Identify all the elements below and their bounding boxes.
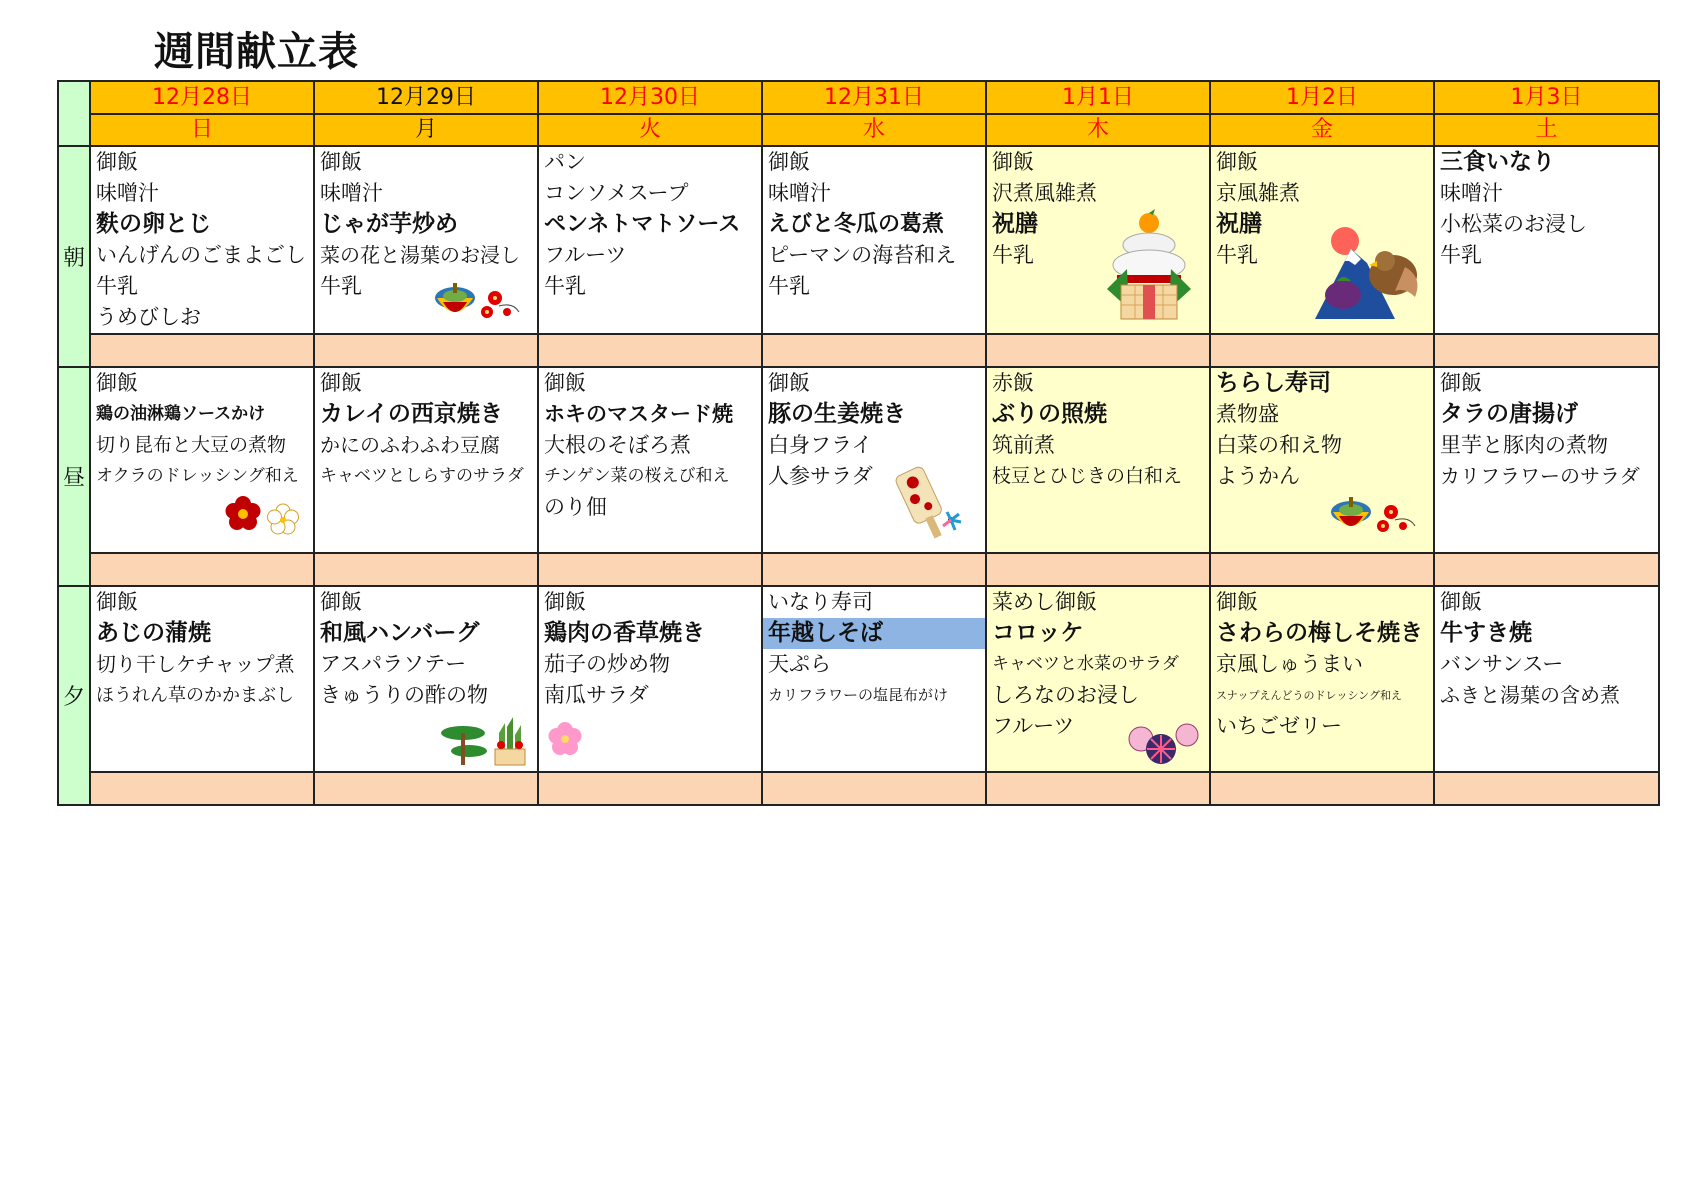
main-dish: カレイの西京焼き [320,401,503,427]
menu-table [57,80,1660,806]
note-cell [986,772,1210,805]
weekday-cell: 日 [90,114,314,146]
menu-item: 牛乳 [320,274,362,298]
menu-item: ピーマンの海苔和え [768,243,957,267]
menu-item: 赤飯 [992,371,1034,395]
main-dish: 和風ハンバーグ [320,620,480,646]
main-dish: 麩の卵とじ [96,211,211,237]
menu-item: 牛乳 [1440,243,1482,267]
menu-cell [90,367,314,553]
note-cell [538,553,762,586]
menu-item: 味噌汁 [768,181,831,205]
pine-and-kadomatsu-icon [435,715,527,767]
menu-item: 小松菜のお浸し [1440,212,1587,236]
date-cell: 1月1日 [986,81,1210,114]
note-cell [314,772,538,805]
main-dish: ホキのマスタード焼 [544,402,733,426]
menu-item: 天ぷら [768,652,831,676]
menu-cell [986,367,1210,553]
fuji-hawk-eggplant-icon [1315,223,1427,323]
menu-item: 牛乳 [544,274,586,298]
date-cell: 12月28日 [90,81,314,114]
hagoita-icon [893,462,963,542]
menu-cell [1434,146,1659,334]
date-row [58,81,1659,114]
menu-item: 御飯 [768,150,810,174]
top-and-plum-icon [433,282,525,326]
dinner-row [58,586,1659,772]
plum-blossom-icon [545,719,585,759]
menu-item: 御飯 [1440,590,1482,614]
kagami-mochi-icon [1099,209,1199,325]
menu-item: 御飯 [96,371,138,395]
menu-item: 白菜の和え物 [1216,433,1342,457]
page-title: 週間献立表 [154,29,359,75]
menu-cell [1210,367,1434,553]
main-dish: 祝膳 [992,211,1038,237]
menu-item: 御飯 [768,371,810,395]
note-cell [90,334,314,367]
menu-item: スナップえんどうのドレッシング和え [1216,689,1402,702]
note-cell [90,553,314,586]
main-dish: コロッケ [992,620,1084,646]
menu-item: ほうれん草のかかまぶし [96,685,294,706]
menu-item: 味噌汁 [1440,181,1503,205]
note-cell [1434,334,1659,367]
menu-cell [314,367,538,553]
menu-cell [538,146,762,334]
dinner-note-row [58,772,1659,805]
lunch-note-row [58,553,1659,586]
menu-item: 菜めし御飯 [992,590,1097,614]
menu-item: 菜の花と湯葉のお浸し [320,243,520,267]
menu-item: 煮物盛 [1216,402,1279,426]
menu-cell [314,146,538,334]
plum-blossom-icon [223,494,307,538]
menu-item: 枝豆とひじきの白和え [992,465,1183,487]
note-cell [1210,772,1434,805]
menu-item: 御飯 [544,590,586,614]
menu-item: 人参サラダ [768,464,873,488]
breakfast-note-row [58,334,1659,367]
menu-item: のり佃 [544,495,607,519]
main-dish: えびと冬瓜の葛煮 [768,212,945,237]
menu-item: 御飯 [320,371,362,395]
note-cell [538,772,762,805]
lunch-row [58,367,1659,553]
breakfast-row [58,146,1659,334]
top-and-plum-icon [1329,496,1421,540]
menu-item: 味噌汁 [96,181,159,205]
menu-item: 京風雑煮 [1216,181,1300,205]
main-dish: ちらし寿司 [1216,370,1331,396]
menu-item: 沢煮風雑煮 [992,181,1097,205]
menu-item: 切り昆布と大豆の煮物 [96,434,287,456]
note-cell [90,772,314,805]
note-cell [986,553,1210,586]
main-dish: 豚の生姜焼き [768,401,906,427]
menu-item: 切り干しケチャップ煮 [96,652,295,676]
menu-item: 御飯 [992,150,1034,174]
menu-item: いなり寿司 [768,590,873,614]
header-corner [58,81,90,146]
menu-item: 御飯 [544,371,586,395]
menu-item: 南瓜サラダ [544,683,649,707]
date-cell: 1月3日 [1434,81,1659,114]
menu-item: 牛乳 [992,243,1034,267]
note-cell [986,334,1210,367]
menu-cell [1434,586,1659,772]
weekday-cell: 火 [538,114,762,146]
menu-item: かにのふわふわ豆腐 [320,433,500,457]
weekday-cell: 土 [1434,114,1659,146]
menu-item: 筑前煮 [992,433,1055,457]
meal-label-dinner: 夕 [58,586,90,805]
menu-item: キャベツと水菜のサラダ [992,654,1179,674]
note-cell [1210,553,1434,586]
menu-item: 牛乳 [768,274,810,298]
main-dish: ペンネトマトソース [544,212,741,237]
weekday-cell: 木 [986,114,1210,146]
main-dish: 鶏肉の香草焼き [544,620,705,646]
date-cell: 1月2日 [1210,81,1434,114]
menu-item: 御飯 [96,150,138,174]
menu-item: バンサンスー [1440,652,1564,676]
menu-cell [1210,586,1434,772]
menu-item: 御飯 [1440,371,1482,395]
menu-item: いんげんのごまよごし [96,243,306,267]
note-cell [1210,334,1434,367]
menu-item: 牛乳 [1216,243,1258,267]
menu-item: しろなのお浸し [992,683,1139,707]
note-cell [762,553,986,586]
main-dish: 牛すき焼 [1440,620,1532,646]
menu-item: フルーツ [544,243,627,267]
menu-item: チンゲン菜の桜えび和え [544,466,730,486]
menu-item: カリフラワーのサラダ [1440,464,1640,488]
menu-item: 大根のそぼろ煮 [544,433,691,457]
menu-cell [1210,146,1434,334]
main-dish: あじの蒲焼 [96,620,211,646]
menu-item: 牛乳 [96,274,138,298]
note-cell [1434,772,1659,805]
menu-cell [762,586,986,772]
menu-item: オクラのドレッシング和え [96,466,299,486]
menu-item: 京風しゅうまい [1216,652,1363,676]
menu-cell [314,586,538,772]
menu-item: 味噌汁 [320,181,383,205]
menu-item: カリフラワーの塩昆布がけ [768,686,949,704]
note-cell [762,772,986,805]
note-cell [1434,553,1659,586]
temari-icon [1127,717,1201,767]
menu-item: パン [544,150,586,174]
date-cell: 12月31日 [762,81,986,114]
weekday-cell: 水 [762,114,986,146]
menu-item: アスパラソテー [320,652,467,676]
menu-item: 御飯 [96,590,138,614]
menu-cell [762,367,986,553]
menu-item: コンソメスープ [544,181,689,205]
menu-cell [90,146,314,334]
menu-cell [986,586,1210,772]
menu-item: うめびしお [96,305,201,329]
date-cell: 12月30日 [538,81,762,114]
main-dish: さわらの梅しそ焼き [1216,620,1423,646]
date-cell: 12月29日 [314,81,538,114]
menu-cell [762,146,986,334]
note-cell [538,334,762,367]
weekday-cell: 月 [314,114,538,146]
menu-item: 御飯 [1216,590,1258,614]
menu-item: 御飯 [1216,150,1258,174]
menu-item: 御飯 [320,150,362,174]
menu-item: きゅうりの酢の物 [320,683,488,707]
menu-item: ようかん [1216,464,1300,488]
main-dish: 鶏の油淋鶏ソースかけ [96,404,266,424]
menu-item: キャベツとしらすのサラダ [320,466,524,486]
main-dish: 祝膳 [1216,211,1262,237]
note-cell [762,334,986,367]
menu-item: フルーツ [992,714,1075,738]
menu-cell [538,367,762,553]
menu-item: ふきと湯葉の含め煮 [1440,683,1620,707]
menu-cell [986,146,1210,334]
menu-item: いちごゼリー [1216,714,1342,738]
main-dish: 三食いなり [1440,149,1555,175]
main-dish: ぶりの照焼 [992,401,1107,427]
main-dish: じゃが芋炒め [320,211,458,237]
main-dish: タラの唐揚げ [1440,401,1578,427]
menu-item: 里芋と豚肉の煮物 [1440,433,1608,457]
weekday-row [58,114,1659,146]
note-cell [314,553,538,586]
menu-item: 茄子の炒め物 [544,652,670,676]
menu-cell [1434,367,1659,553]
weekday-cell: 金 [1210,114,1434,146]
menu-item: 白身フライ [768,433,873,457]
meal-label-breakfast: 朝 [58,146,90,367]
note-cell [314,334,538,367]
main-dish-highlighted: 年越しそば [763,618,985,649]
menu-cell [538,586,762,772]
menu-cell [90,586,314,772]
menu-item: 御飯 [320,590,362,614]
meal-label-lunch: 昼 [58,367,90,586]
